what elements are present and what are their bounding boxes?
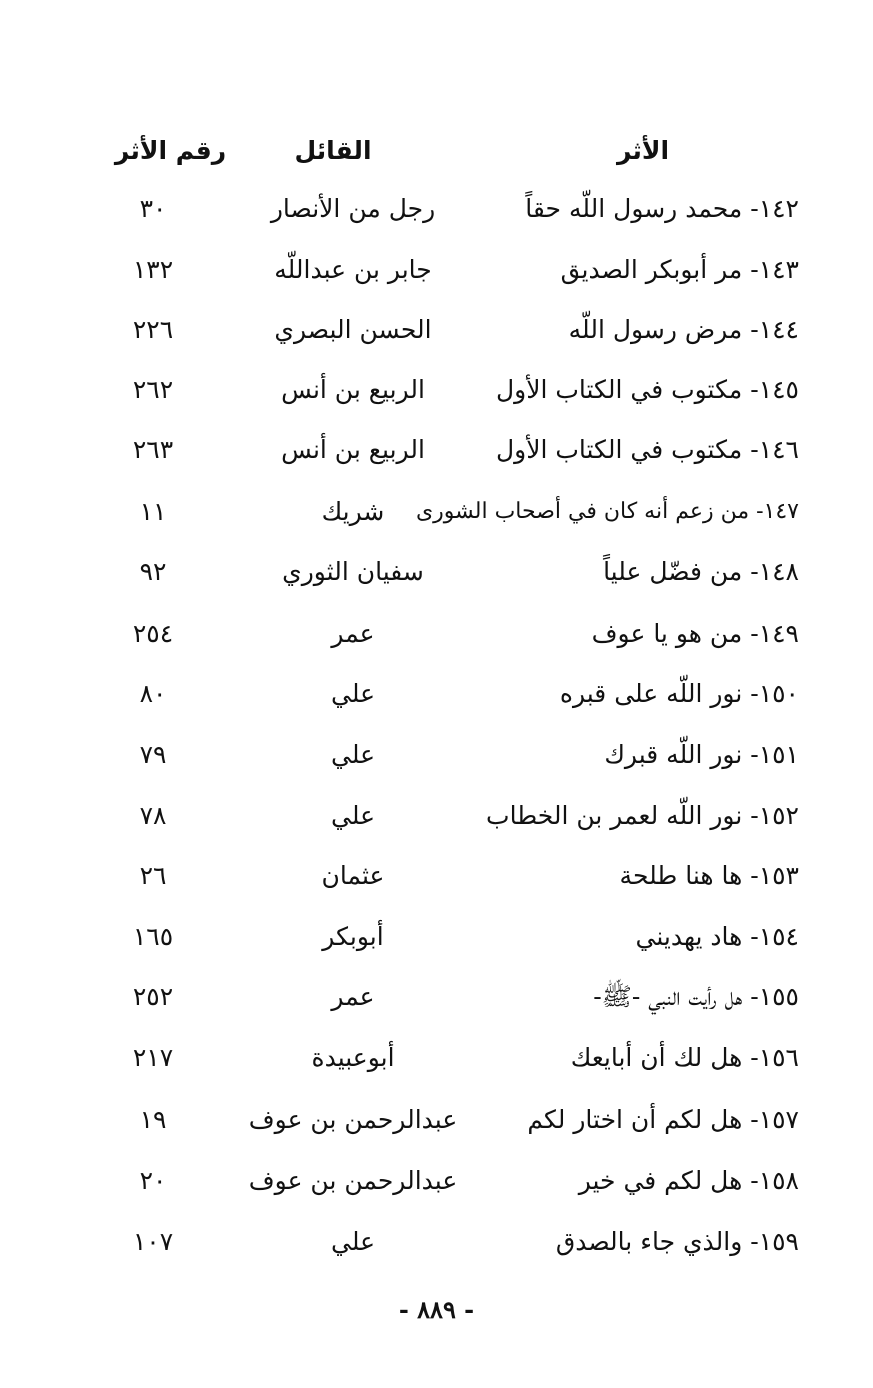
qail-cell: علي (330, 801, 376, 830)
qail-cell: رجل من الأنصار (270, 194, 436, 223)
qail-cell: الربيع بن أنس (281, 435, 425, 464)
table-row (0, 548, 873, 596)
athar-cell: ١٤٢- محمد رسول اللّه حقاً (525, 194, 799, 223)
header-athar: الأثر (616, 136, 670, 165)
number-cell: ١٦٥ (132, 922, 174, 951)
qail-cell: سفيان الثوري (282, 557, 424, 586)
page-number: - ٨٨٩ - (398, 1295, 475, 1324)
athar-cell: ١٥٦- هل لك أن أبايعك (570, 1043, 799, 1072)
number-cell: ١١ (139, 497, 167, 526)
header-qail: القائل (294, 136, 372, 165)
qail-cell: عبدالرحمن بن عوف (248, 1105, 458, 1134)
table-row (0, 246, 873, 294)
table-row (0, 306, 873, 354)
header-number: رقم الأثر (114, 136, 227, 165)
athar-cell: ١٥٨- هل لكم في خير (578, 1166, 799, 1195)
number-cell: ٢٢٦ (132, 315, 174, 344)
table-row (0, 852, 873, 900)
table-row (0, 670, 873, 718)
qail-cell: شريك (321, 497, 385, 526)
athar-cell: ١٥٥- هل رأيت النبي -ﷺ- (593, 982, 799, 1011)
athar-cell: ١٥١- نور اللّه قبرك (604, 740, 799, 769)
athar-cell: ١٤٦- مكتوب في الكتاب الأول (495, 435, 799, 464)
qail-cell: علي (330, 679, 376, 708)
number-cell: ٢٦٣ (132, 435, 174, 464)
qail-cell: عمر (331, 619, 375, 648)
number-cell: ٣٠ (139, 194, 167, 223)
table-header (0, 127, 873, 175)
athar-cell: ١٤٣- مر أبوبكر الصديق (560, 255, 799, 284)
qail-cell: الربيع بن أنس (281, 375, 425, 404)
athar-cell: ١٥٤- هاد يهديني (635, 922, 799, 951)
table-row (0, 1096, 873, 1144)
qail-cell: عمر (331, 982, 375, 1011)
qail-cell: أبوعبيدة (311, 1043, 395, 1072)
table-row (0, 610, 873, 658)
number-cell: ٢٦٢ (132, 375, 174, 404)
number-cell: ٢١٧ (132, 1043, 174, 1072)
athar-cell: ١٤٨- من فضّل علياً (603, 557, 799, 586)
number-cell: ٧٩ (139, 740, 167, 769)
table-row (0, 1157, 873, 1205)
athar-cell: ١٤٧- من زعم أنه كان في أصحاب الشورى (415, 499, 799, 524)
athar-cell: ١٥٢- نور اللّه لعمر بن الخطاب (486, 801, 799, 830)
table-row (0, 731, 873, 779)
number-cell: ١٠٧ (132, 1227, 174, 1256)
number-cell: ٢٥٤ (132, 619, 174, 648)
table-row (0, 185, 873, 233)
number-cell: ٢٠ (139, 1166, 167, 1195)
athar-cell: ١٤٩- من هو يا عوف (591, 619, 799, 648)
table-row (0, 1034, 873, 1082)
number-cell: ٨٠ (139, 679, 167, 708)
number-cell: ٧٨ (139, 801, 167, 830)
qail-cell: الحسن البصري (274, 315, 432, 344)
athar-cell: ١٥٣- ها هنا طلحة (619, 861, 799, 890)
qail-cell: علي (330, 1227, 376, 1256)
table-row (0, 488, 873, 536)
athar-cell: ١٥٧- هل لكم أن اختار لكم (527, 1105, 799, 1134)
athar-cell: ١٤٥- مكتوب في الكتاب الأول (495, 375, 799, 404)
qail-cell: جابر بن عبداللّه (274, 255, 432, 284)
number-cell: ٢٦ (139, 861, 167, 890)
qail-cell: عثمان (321, 861, 385, 890)
table-row (0, 973, 873, 1021)
qail-cell: أبوبكر (322, 922, 384, 951)
table-row (0, 426, 873, 474)
qail-cell: علي (330, 740, 376, 769)
number-cell: ٢٥٢ (132, 982, 174, 1011)
athar-cell: ١٤٤- مرض رسول اللّه (568, 315, 799, 344)
number-cell: ١٣٢ (132, 255, 174, 284)
qail-cell: عبدالرحمن بن عوف (248, 1166, 458, 1195)
table-row (0, 366, 873, 414)
table-row (0, 1218, 873, 1266)
number-cell: ١٩ (139, 1105, 167, 1134)
athar-cell: ١٥٠- نور اللّه على قبره (559, 679, 799, 708)
table-row (0, 913, 873, 961)
athar-cell: ١٥٩- والذي جاء بالصدق (555, 1227, 799, 1256)
table-row (0, 792, 873, 840)
number-cell: ٩٢ (139, 557, 167, 586)
